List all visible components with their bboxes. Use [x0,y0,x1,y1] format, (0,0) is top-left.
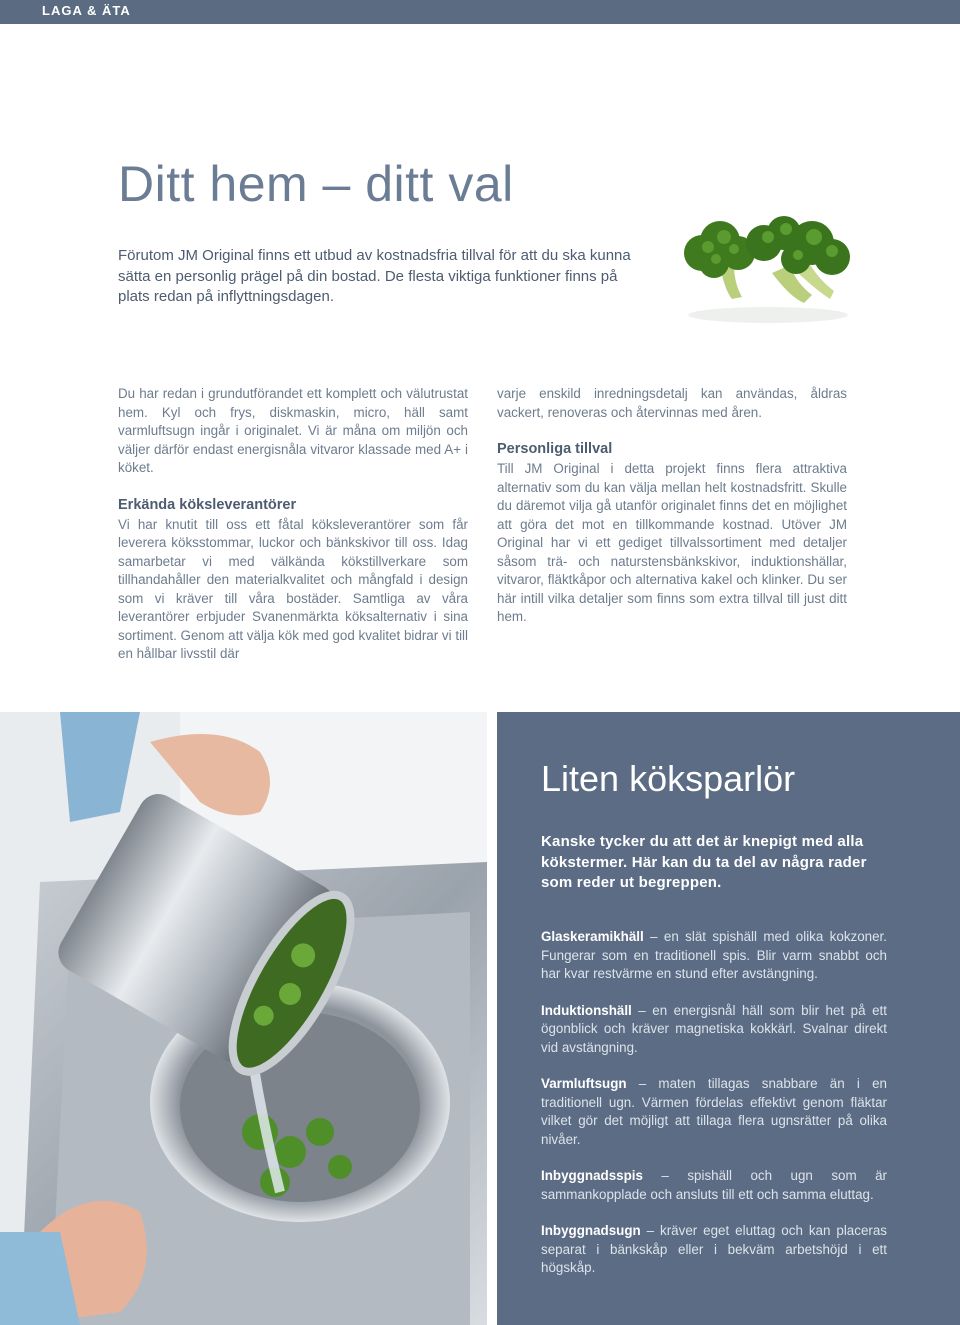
intro-text: Förutom JM Original finns ett utbud av kostnadsfria tillval för att du ska kunna sätta en personlig prägel på din bostad. De flesta viktiga funktioner finns på plats redan på inflyttningsdagen. [118,247,631,305]
left-paragraph-1: Du har redan i grundutförandet ett komplett och välutrustat hem. Kyl och frys, diskmaskin, micro, häll samt varmluftsugn ingår i originalet. Vi är måna om miljön och väljer därför endast energisnåla vitvaror klassade med A+ i köket. [118,386,468,475]
glossary-term: Induktionshäll – en energisnål häll som blir het på ett ögonblick och kräver magnetiska kokkärl. Svalnar direkt vid avstängning. [541,1002,887,1055]
left-column [118,385,468,682]
right-paragraph-2: Till JM Original i detta projekt finns flera attraktiva alternativ som du kan välja mellan helt kostnadsfritt. Skulle du däremot vilja gå utanför originalet finns det en möjlighet att göra det mot en tillkommande kostnad. Utöver JM Original har vi ett gediget tillvalssortiment med detaljer såsom trä- och naturstensbänkskivor, induktionshällar, vitvaror, fläktkåpor och alternativa kakel och klinker. Du ser här intill vilka detaljer som finns som extra tillval till just ditt hem. [497,461,847,624]
heading-personal-options: Personliga tillval [497,441,613,457]
cooking-photo [0,712,487,1325]
glossary-term: Inbyggnadsugn – kräver eget eluttag och kan placeras separat i bänkskåp eller i bekväm arbetshöjd i ett högskåp. [541,1223,887,1275]
glossary-term: Inbyggnadsspis – spishäll och ugn som är sammankopplade och ansluts till ett och samma eluttag. [541,1168,887,1202]
page-title: Ditt hem – ditt val [118,156,514,212]
glossary-panel [497,712,960,1325]
right-column [497,385,847,645]
glossary-intro: Kanske tycker du att det är knepigt med alla kökstermer. Här kan du ta del av några rader som reder ut begreppen. [541,833,867,891]
heading-kitchen-suppliers: Erkända köksleverantörer [118,496,297,513]
top-bar [0,0,960,24]
glossary-term: Varmluftsugn – maten tillagas snabbare än i en traditionell ugn. Värmen fördelas effektivt genom fläktar vilket gör det möjligt att tillaga flera ugnsrätter på olika nivåer. [541,1076,887,1147]
right-paragraph-1: varje enskild inredningsdetalj kan användas, åldras vackert, renoveras och återvinnas med åren. [497,386,847,420]
section-label: LAGA & ÄTA [42,3,131,18]
glossary-title: Liten köksparlör [541,758,796,799]
left-paragraph-2: Vi har knutit till oss ett fåtal köksleverantörer som får leverera köksstommar, luckor och bänkskivor till oss. Idag samarbetar vi med välkända kökstillverkare som tillhandahåller den materialkvalitet och mångfald i design som vi kräver till våra bostäder. Samtliga av våra leverantörer erbjuder Svanenmärkta köksalternativ i sina sortiment. Genom att välja kök med god kvalitet bidrar vi till en hållbar livsstil där [118,516,468,661]
glossary-list [541,928,887,1296]
glossary-term: Glaskeramikhäll – en slät spishäll med olika kokzoner. Fungerar som en traditionell spis. Blir varm snabbt och har kvar restvärme en stund efter avstängning. [541,929,887,981]
broccoli-image [672,203,864,331]
